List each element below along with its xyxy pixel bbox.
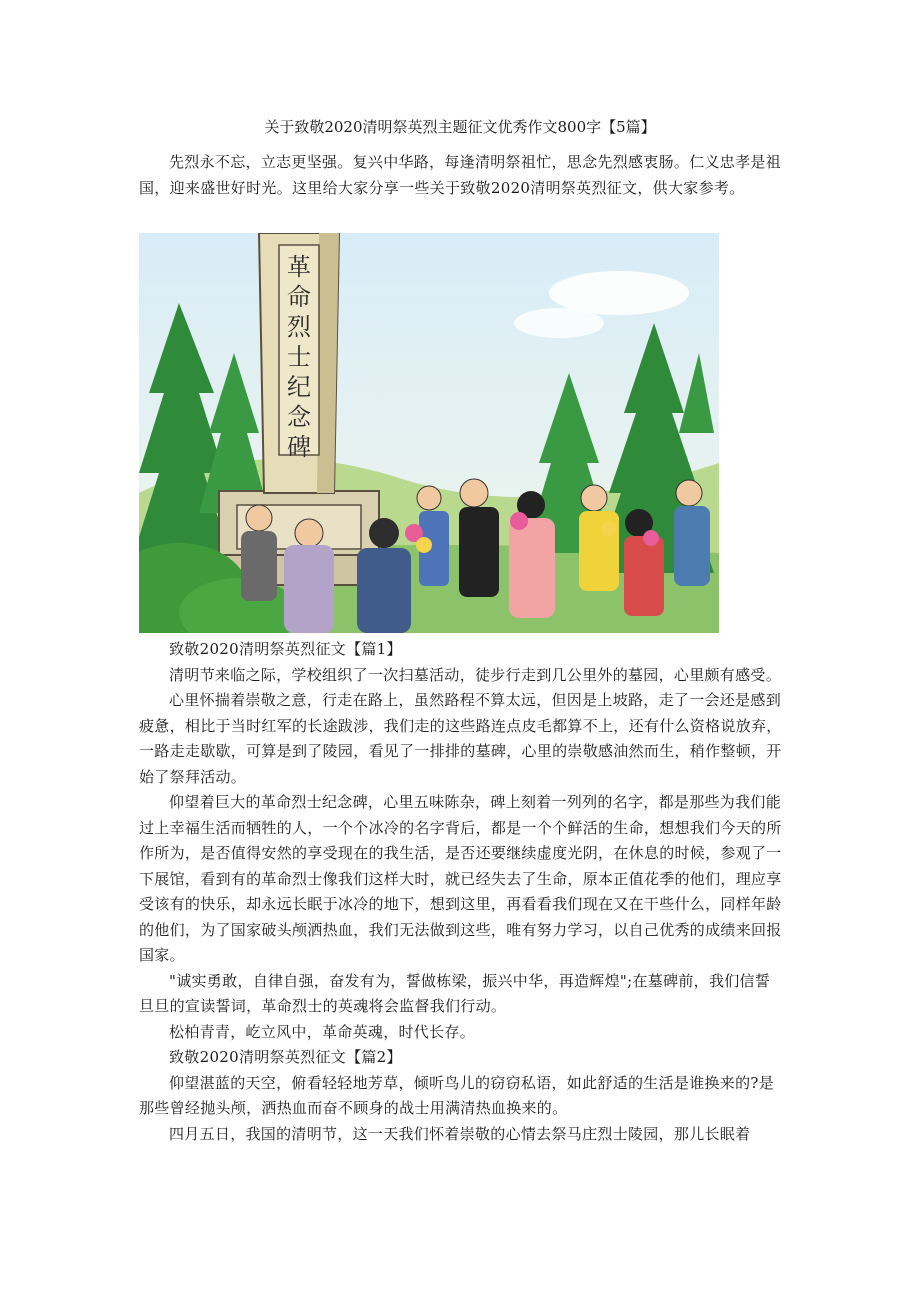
article-body <box>139 637 783 1147</box>
svg-text:革: 革 <box>287 253 311 281</box>
svg-text:烈: 烈 <box>287 313 311 341</box>
monument-inscription <box>287 253 312 461</box>
paragraph: "诚实勇敢，自律自强，奋发有为，誓做栋梁，振兴中华，再造辉煌";在墓碑前，我们信誓旦旦的宣读誓词，革命烈士的英魂将会监督我们行动。 <box>139 971 771 1015</box>
intro-section <box>139 150 783 201</box>
memorial-illustration <box>139 233 719 633</box>
paragraph: 四月五日，我国的清明节，这一天我们怀着崇敬的心情去祭马庄烈士陵园，那儿长眠着 <box>169 1124 751 1143</box>
paragraph: 心里怀揣着崇敬之意，行走在路上，虽然路程不算太远，但因是上坡路，走了一会还是感到疲惫，相比于当时红军的长途跋涉，我们走的这些路连点皮毛都算不上，还有什么资格说放弃，一路走走歇歇，可算是到了陵园，看见了一排排的墓碑，心里的崇敬感油然而生，稍作整顿，开始了祭拜活动。 <box>139 691 782 786</box>
paragraph: 仰望着巨大的革命烈士纪念碑，心里五味陈杂，碑上刻着一列列的名字，都是那些为我们能过上幸福生活而牺牲的人，一个个冰冷的名字背后，都是一个个鲜活的生命，想想我们今天的所作所为，是否值得安然的享受现在的我生活，是否还要继续虚度光阴，在休息的时候，参观了一下展馆，看到有的革命烈士像我们这样大时，就已经失去了生命，原本正值花季的他们，理应享受该有的快乐，却永远长眠于冰冷的地下，想到这里，再看看我们现在又在干些什么，同样年龄的他们，为了国家破头颅洒热血，我们无法做到这些，唯有努力学习，以自己优秀的成绩来回报国家。 <box>139 793 782 964</box>
svg-text:命: 命 <box>287 283 311 311</box>
svg-text:士: 士 <box>287 343 311 371</box>
section-heading-2: 致敬2020清明祭英烈征文【篇2】 <box>169 1048 402 1066</box>
memorial-illustration-image <box>139 233 719 633</box>
paragraph: 清明节来临之际，学校组织了一次扫墓活动，徒步行走到几公里外的墓园，心里颇有感受。 <box>169 665 782 684</box>
svg-text:念: 念 <box>287 403 311 431</box>
svg-text:碑: 碑 <box>287 433 311 461</box>
section-heading-1: 致敬2020清明祭英烈征文【篇1】 <box>169 640 402 658</box>
document-title: 关于致敬2020清明祭英烈主题征文优秀作文800字【5篇】 <box>264 118 656 136</box>
svg-text:纪: 纪 <box>287 373 311 401</box>
intro-paragraph: 先烈永不忘，立志更坚强。复兴中华路，每逢清明祭祖忙，思念先烈感衷肠。仁义忠孝是祖国，迎来盛世好时光。这里给大家分享一些关于致敬2020清明祭英烈征文，供大家参考。 <box>139 153 782 197</box>
paragraph: 仰望湛蓝的天空，俯看轻轻地芳草，倾听鸟儿的窃窃私语，如此舒适的生活是谁换来的?是那些曾经抛头颅，洒热血而奋不顾身的战士用满清热血换来的。 <box>139 1073 775 1117</box>
paragraph: 松柏青青，屹立风中，革命英魂，时代长存。 <box>169 1022 476 1041</box>
